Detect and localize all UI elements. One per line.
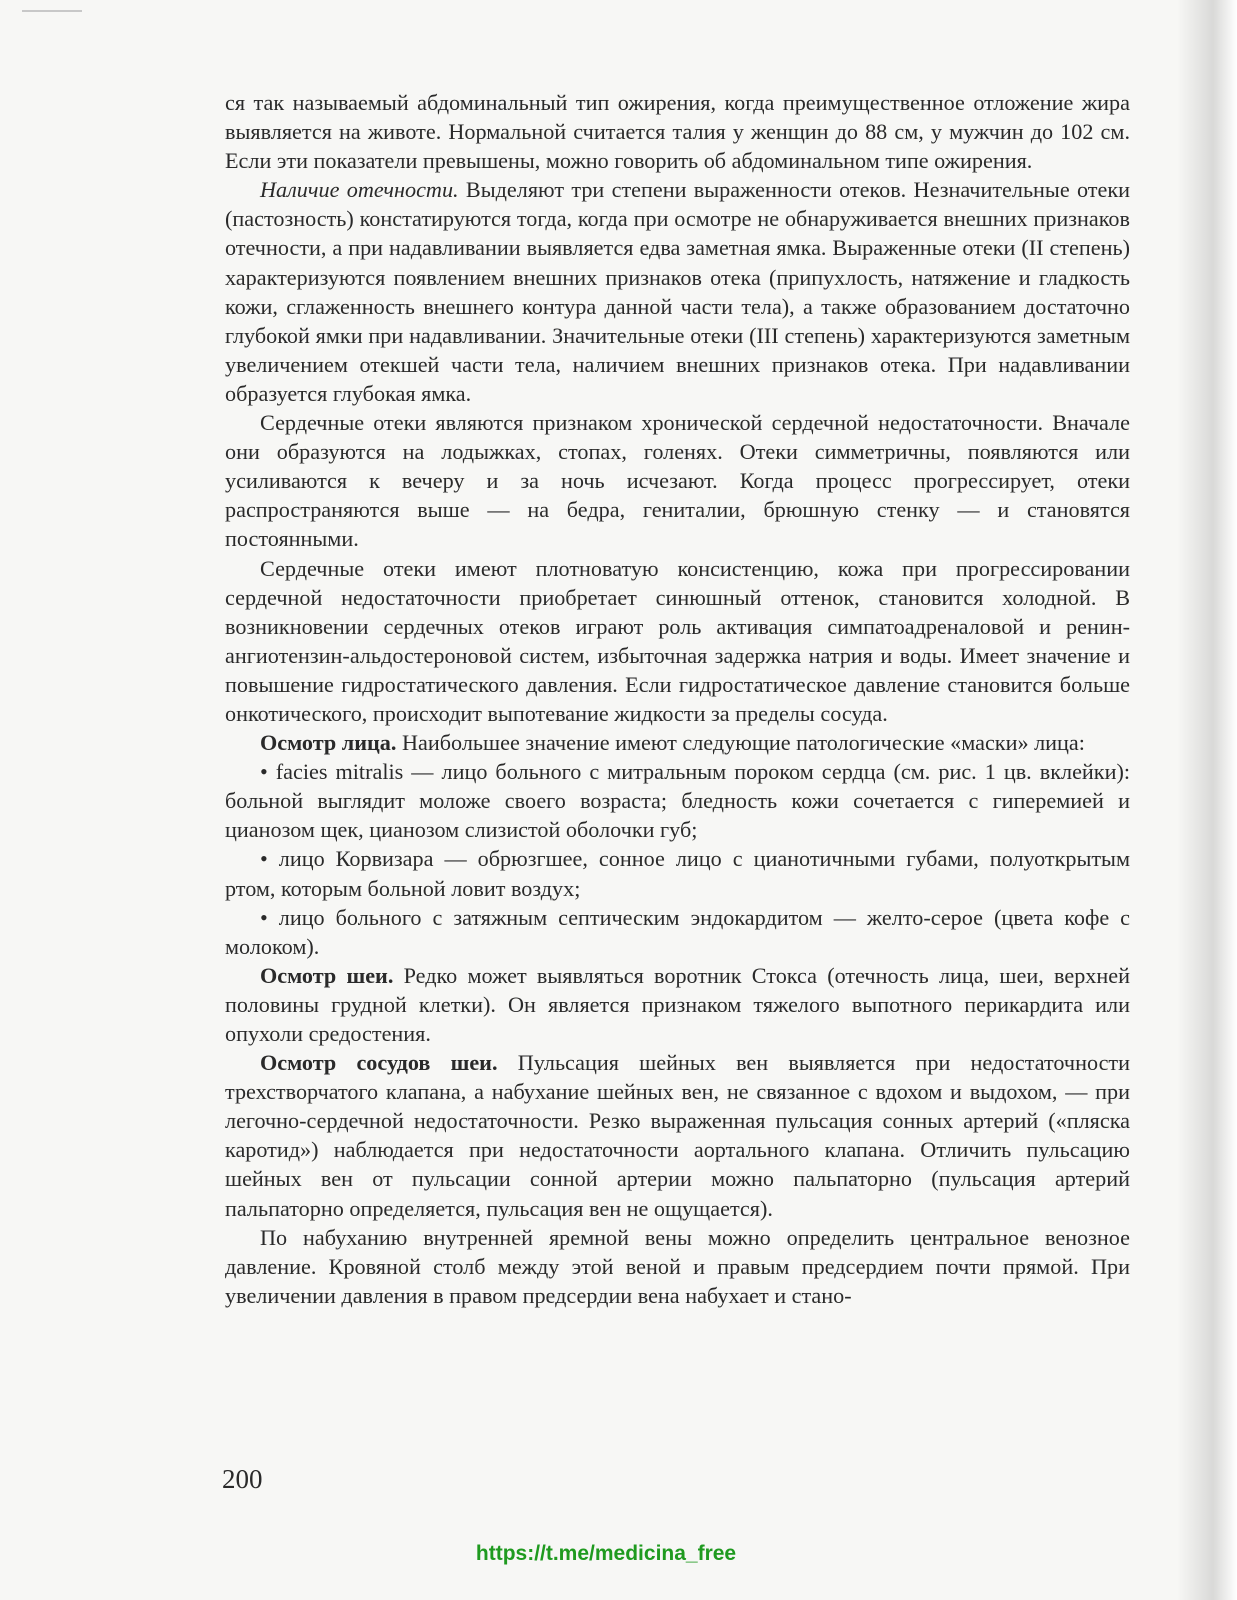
list-item-facies-mitralis: • facies mitralis — лицо больного с митральным пороком сердца (см. рис. 1 цв. вклейки): больной выглядит моложе своего возраста; бледность кожи сочетается с гиперемией и цианозом щек, цианозом слизистой оболочки губ; — [225, 759, 1130, 843]
scan-edge-mark — [22, 10, 82, 12]
paragraph-edema: Наличие отечности. Выделяют три степени выраженности отеков. Незначительные отеки (пастозность) констатируются тогда, когда при осмотре не обнаруживается внешних признаков отечности, а при надавливании выявляется едва заметная ямка. Выраженные отеки (II степень) характеризуются появлением внешних признаков отека (припухлость, натяжение и гладкость кожи, сглаженность внешнего контура данной части тела), а также образованием достаточно глубокой ямки при надавливании. Значительные отеки (III степень) характеризуются заметным увеличением отекшей части тела, наличием внешних признаков отека. При надавливании образуется глубокая ямка. — [225, 177, 1131, 406]
telegram-link[interactable]: https://t.me/medicina_free — [475, 1542, 737, 1565]
neck-exam-heading: Осмотр шеи. — [260, 962, 394, 988]
paragraph-neck-vessels: Осмотр сосудов шеи. Пульсация шейных вен выявляется при недостаточности трехстворчатого клапана, а набухание шейных вен, не связанное с вдохом и выдохом, — при легочно-сердечной недостаточности. Резко выраженная пульсация сонных артерий («пляска каротид») наблюдается при недостаточности аортального клапана. Отличить пульсацию шейных вен от пульсации сонной артерии можно пальпаторно (пульсация артерий пальпаторно определяется, пульсация вен не ощущается). — [225, 1050, 1131, 1221]
page-binding-shadow — [1177, 0, 1237, 1600]
body-text — [225, 88, 1130, 1310]
list-item-corvisart-face: • лицо Корвизара — обрюзгшее, сонное лицо с цианотичными губами, полуоткрытым ртом, которым больной ловит воздух; — [225, 846, 1130, 901]
neck-vessels-heading: Осмотр сосудов шеи. — [260, 1050, 498, 1076]
paragraph-cardiac-edema-mechanism: Сердечные отеки имеют плотноватую консистенцию, кожа при прогрессировании сердечной недостаточности приобретает синюшный оттенок, становится холодной. В возникновении сердечных отеков играют роль активация симпатоадреналовой и ренин-ангиотензин-альдостероновой систем, избыточная задержка натрия и воды. Имеет значение и повышение гидростатического давления. Если гидростатическое давление становится больше онкотического, происходит выпотевание жидкости за пределы сосуда. — [225, 555, 1130, 726]
paragraph-jugular-vein: По набуханию внутренней яремной вены можно определить центральное венозное давление. Кровяной столб между этой веной и правым предсердием почти прямой. При увеличении давления в правом предсердии вена набухает и стано- — [225, 1224, 1130, 1308]
page-number: 200 — [222, 1464, 263, 1494]
face-exam-heading: Осмотр лица. — [260, 730, 397, 756]
list-item-endocarditis-face: • лицо больного с затяжным септическим эндокардитом — желто-серое (цвета кофе с молоком). — [225, 904, 1130, 959]
paragraph-neck-exam: Осмотр шеи. Редко может выявляться воротник Стокса (отечность лица, шеи, верхней половины грудной клетки). Он является признаком тяжелого выпотного перикардита или опухоли средостения. — [225, 962, 1130, 1046]
edema-heading: Наличие отечности. — [260, 177, 459, 203]
paragraph-face-exam: Осмотр лица. Наибольшее значение имеют следующие патологические «маски» лица: — [260, 730, 1085, 756]
paragraph-abdominal-obesity: ся так называемый абдоминальный тип ожирения, когда преимущественное отложение жира выявляется на животе. Нормальной считается талия у женщин до 88 см, у мужчин до 102 см. Если эти показатели превышены, можно говорить об абдоминальном типе ожирения. — [225, 90, 1130, 174]
paragraph-cardiac-edema: Сердечные отеки являются признаком хронической сердечной недостаточности. Вначале они образуются на лодыжках, стопах, голенях. Отеки симметричны, появляются или усиливаются к вечеру и за ночь исчезают. Когда процесс прогрессирует, отеки распространяются выше — на бедра, гениталии, брюшную стенку — и становятся постоянными. — [225, 410, 1130, 552]
